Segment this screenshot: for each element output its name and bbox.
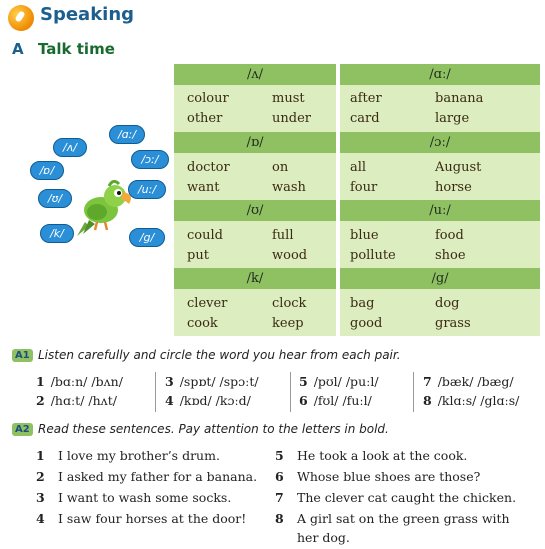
section-letter: A bbox=[12, 40, 24, 58]
word: on bbox=[272, 160, 289, 175]
pair-item: 8 /klɑːs/ /glɑːs/ bbox=[423, 393, 520, 408]
sentence-item: 2 I asked my father for a banana. bbox=[36, 469, 258, 484]
phoneme-bubble: /ɑː/ bbox=[109, 125, 145, 144]
phoneme-bubble: /uː/ bbox=[128, 180, 166, 199]
symbol-left: /ɒ/ bbox=[246, 135, 264, 150]
sentence-item: 8 A girl sat on the green grass with bbox=[275, 511, 510, 526]
page-title: Speaking bbox=[40, 4, 135, 25]
word: cook bbox=[187, 316, 218, 331]
sentence-continuation: her dog. bbox=[297, 530, 350, 545]
pair-item: 6 /fʊl/ /fuːl/ bbox=[299, 393, 372, 408]
pair-item: 4 /kɒd/ /kɔːd/ bbox=[165, 393, 251, 408]
a1-tag: A1 bbox=[12, 349, 33, 362]
word: clock bbox=[272, 296, 307, 311]
a1-instruction: Listen carefully and circle the word you hear from each pair. bbox=[38, 348, 401, 362]
pair-item: 3 /spɒt/ /spɔːt/ bbox=[165, 374, 259, 389]
word: bag bbox=[350, 296, 375, 311]
word: want bbox=[187, 180, 220, 195]
microphone-icon bbox=[8, 5, 34, 31]
symbol-left: /ʌ/ bbox=[246, 67, 264, 82]
sentence-item: 4 I saw four horses at the door! bbox=[36, 511, 247, 526]
table-divider bbox=[336, 64, 340, 336]
section-title: Talk time bbox=[38, 40, 115, 58]
word: could bbox=[187, 228, 223, 243]
pair-divider bbox=[290, 372, 291, 412]
symbol-left: /k/ bbox=[246, 271, 264, 286]
word: wash bbox=[272, 180, 306, 195]
word: dog bbox=[435, 296, 460, 311]
word: put bbox=[187, 248, 209, 263]
symbol-right: /uː/ bbox=[429, 203, 451, 218]
word: keep bbox=[272, 316, 304, 331]
phoneme-bubble: /g/ bbox=[129, 228, 165, 247]
word: doctor bbox=[187, 160, 230, 175]
word: grass bbox=[435, 316, 471, 331]
word: clever bbox=[187, 296, 228, 311]
word: full bbox=[272, 228, 294, 243]
a2-instruction: Read these sentences. Pay attention to the letters in bold. bbox=[38, 422, 389, 436]
a2-tag: A2 bbox=[12, 423, 33, 436]
parrot-icon bbox=[75, 176, 137, 238]
word: food bbox=[435, 228, 464, 243]
word: must bbox=[272, 91, 305, 106]
sentence-item: 5 He took a look at the cook. bbox=[275, 448, 468, 463]
sentence-item: 7 The clever cat caught the chicken. bbox=[275, 490, 517, 505]
pair-item: 2 /hɑːt/ /hʌt/ bbox=[36, 393, 117, 408]
word: pollute bbox=[350, 248, 396, 263]
phoneme-bubble: /ɒ/ bbox=[30, 161, 64, 180]
symbol-right: /ɑː/ bbox=[429, 67, 451, 82]
symbol-right: /ɔː/ bbox=[429, 135, 451, 150]
phoneme-bubble: /ʌ/ bbox=[53, 138, 87, 157]
word: four bbox=[350, 180, 378, 195]
word: card bbox=[350, 111, 380, 126]
word: colour bbox=[187, 91, 229, 106]
sentence-item: 6 Whose blue shoes are those? bbox=[275, 469, 481, 484]
symbol-left: /ʊ/ bbox=[246, 203, 264, 218]
word: after bbox=[350, 91, 382, 106]
phonetics-table bbox=[174, 64, 540, 336]
word: other bbox=[187, 111, 223, 126]
pair-item: 5 /pʊl/ /puːl/ bbox=[299, 374, 379, 389]
word: under bbox=[272, 111, 311, 126]
pair-divider bbox=[155, 372, 156, 412]
word: good bbox=[350, 316, 383, 331]
sentence-item: 3 I want to wash some socks. bbox=[36, 490, 232, 505]
word: August bbox=[435, 160, 482, 175]
pair-item: 7 /bæk/ /bæg/ bbox=[423, 374, 514, 389]
phoneme-bubble: /ʊ/ bbox=[38, 189, 72, 208]
word: banana bbox=[435, 91, 484, 106]
sentence-item: 1 I love my brother’s drum. bbox=[36, 448, 220, 463]
symbol-right: /g/ bbox=[431, 271, 449, 286]
word: blue bbox=[350, 228, 379, 243]
pair-divider bbox=[413, 372, 414, 412]
word: all bbox=[350, 160, 367, 175]
phoneme-bubble: /k/ bbox=[40, 224, 74, 243]
word: shoe bbox=[435, 248, 466, 263]
word: horse bbox=[435, 180, 472, 195]
word: wood bbox=[272, 248, 308, 263]
pair-item: 1 /bɑːn/ /bʌn/ bbox=[36, 374, 123, 389]
word: large bbox=[435, 111, 470, 126]
phoneme-bubble: /ɔː/ bbox=[131, 150, 169, 169]
